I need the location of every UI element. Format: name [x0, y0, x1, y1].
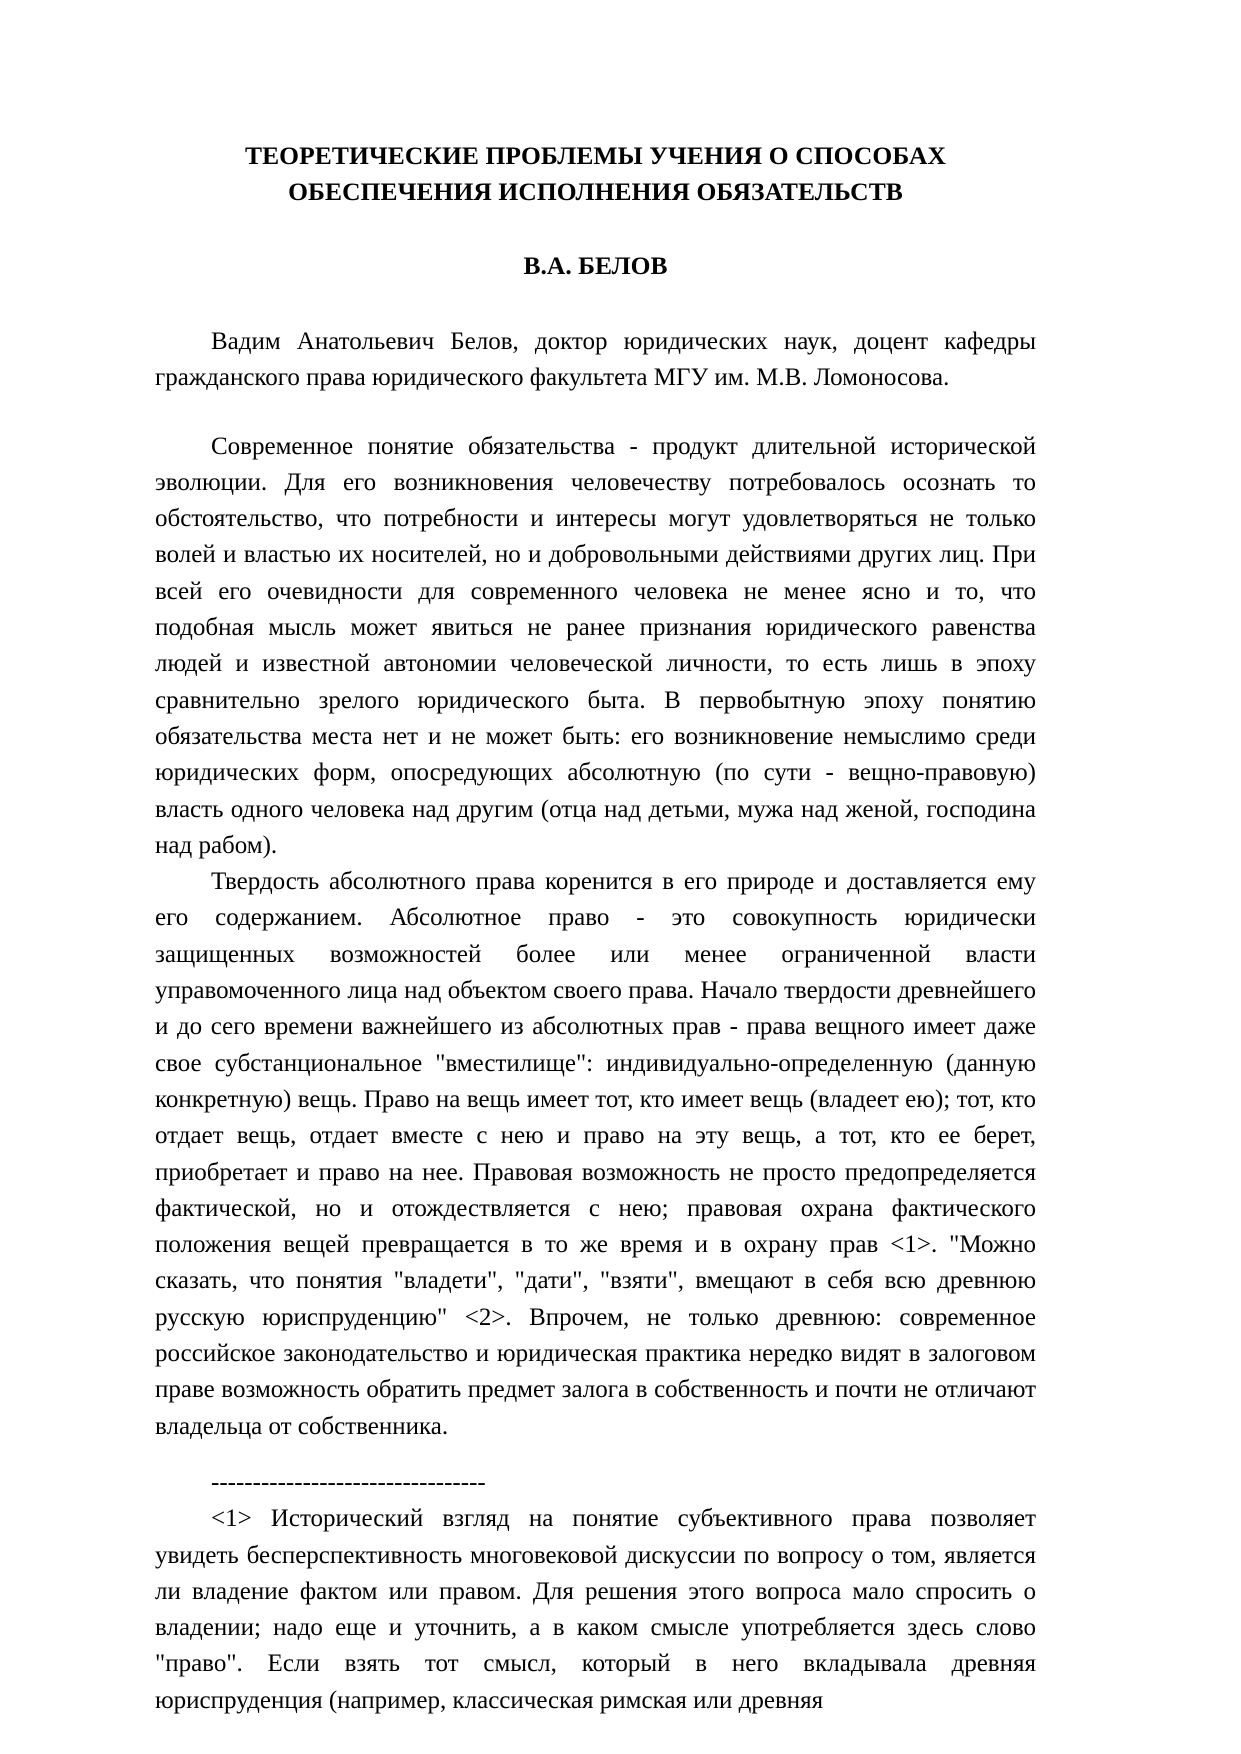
page-title-line-2: ОБЕСПЕЧЕНИЯ ИСПОЛНЕНИЯ ОБЯЗАТЕЛЬСТВ — [288, 177, 903, 206]
body-paragraph-1: Современное понятие обязательства - продукт длительной исторической эволюции. Для его возникновения человечеству потребовалось осознать то обстоятельство, что потребности и интересы могут удовлетворяться не только волей и властью их носителей, но и добровольными действиями других лиц. При всей его очевидности для современного человека не менее ясно и то, что подобная мысль может явиться не ранее признания юридического равенства людей и известной автономии человеческой личности, то есть лишь в эпоху сравнительно зрелого юридического быта. В первобытную эпоху понятию обязательства места нет и не может быть: его возникновение немыслимо среди юридических форм, опосредующих абсолютную (по сути - вещно-правовую) власть одного человека над другим (отца над детьми, мужа над женой, господина над рабом). — [155, 432, 1036, 859]
document-content — [155, 0, 1036, 1719]
footnote-separator: --------------------------------- — [211, 1468, 486, 1496]
page-title — [155, 0, 1036, 210]
page-title-line-1: ТЕОРЕТИЧЕСКИЕ ПРОБЛЕМЫ УЧЕНИЯ О СПОСОБАХ — [244, 141, 947, 170]
body-paragraph-2: Твердость абсолютного права коренится в его природе и доставляется ему его содержанием. Абсолютное право - это совокупность юридически защищенных возможностей более или менее ограниченной власти управомоченного лица над объектом своего права. Начало твердости древнейшего и до сего времени важнейшего из абсолютных прав - права вещного имеет даже свое субстанциональное "вместилище": индивидуально-определенную (данную конкретную) вещь. Право на вещь имеет тот, кто имеет вещь (владеет ею); тот, кто отдает вещь, отдает вместе с нею и право на эту вещь, а тот, кто ее берет, приобретает и право на нее. Правовая возможность не просто предопределяется фактической, но и отождествляется с нею; правовая охрана фактического положения вещей превращается в то же время и в охрану прав <1>. "Можно сказать, что понятия "владети", "дати", "взяти", вмещают в себя всю древнюю русскую юриспруденцию" <2>. Впрочем, не только древнюю: современное российское законодательство и юридическая практика нередко видят в залоговом праве возможность обратить предмет залога в собственность и почти не отличают владельца от собственника. — [155, 868, 1036, 1440]
author-affiliation: Вадим Анатольевич Белов, доктор юридических наук, доцент кафедры гражданского права юридического факультета МГУ им. М.В. Ломоносова. — [155, 328, 1036, 392]
footnote-1: <1> Исторический взгляд на понятие субъективного права позволяет увидеть бесперспективность многовековой дискуссии по вопросу о том, является ли владение фактом или правом. Для решения этого вопроса мало спросить о владении; надо еще и уточнить, а в каком смысле употребляется здесь слово "право". Если взять тот смысл, который в него вкладывала древняя юриспруденция (например, классическая римская или древняя — [155, 1505, 1036, 1714]
author-name: В.А. БЕЛОВ — [523, 251, 668, 280]
